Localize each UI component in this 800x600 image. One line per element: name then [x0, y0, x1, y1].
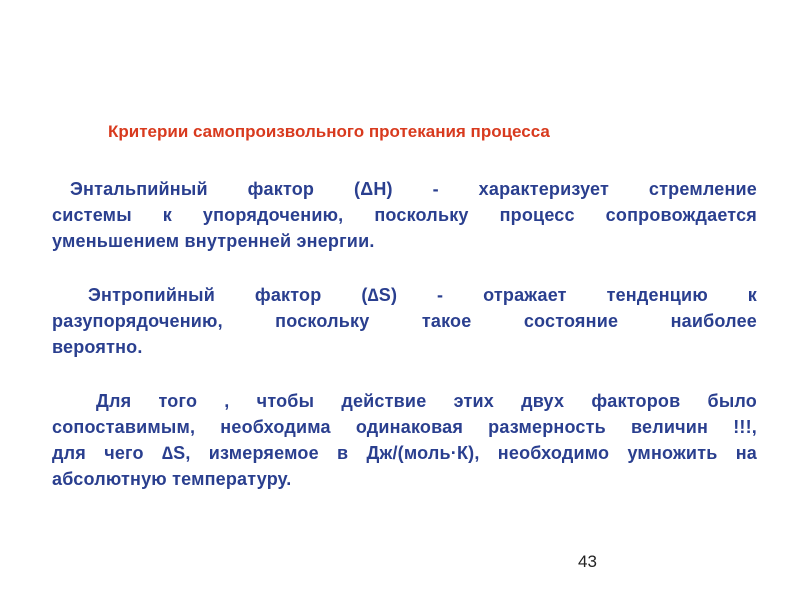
paragraph-line: уменьшением внутренней энергии. [52, 231, 375, 251]
paragraph-comparability [52, 388, 757, 492]
paragraph-line: системы к упорядочению, поскольку процесс сопровождается [52, 205, 757, 225]
paragraph-line: Для того , чтобы действие этих двух факторов было [96, 391, 757, 411]
paragraph-line: Энтальпийный фактор (ΔН) - характеризует стремление [70, 179, 757, 199]
page-number: 43 [578, 552, 597, 571]
paragraph-enthalpy-factor [52, 176, 757, 254]
paragraph-line: вероятно. [52, 337, 143, 357]
paragraph-entropy-factor [52, 282, 757, 360]
slide-title: Критерии самопроизвольного протекания процесса [108, 122, 550, 141]
paragraph-line: абсолютную температуру. [52, 469, 292, 489]
paragraph-line: разупорядочению, поскольку такое состояние наиболее [52, 311, 757, 331]
paragraph-line: сопоставимым, необходима одинаковая размерность величин !!!, [52, 417, 757, 437]
paragraph-line: для чего ∆S, измеряемое в Дж/(моль·К), необходимо умножить на [52, 443, 757, 463]
paragraph-line: Энтропийный фактор (∆S) - отражает тенденцию к [88, 285, 757, 305]
